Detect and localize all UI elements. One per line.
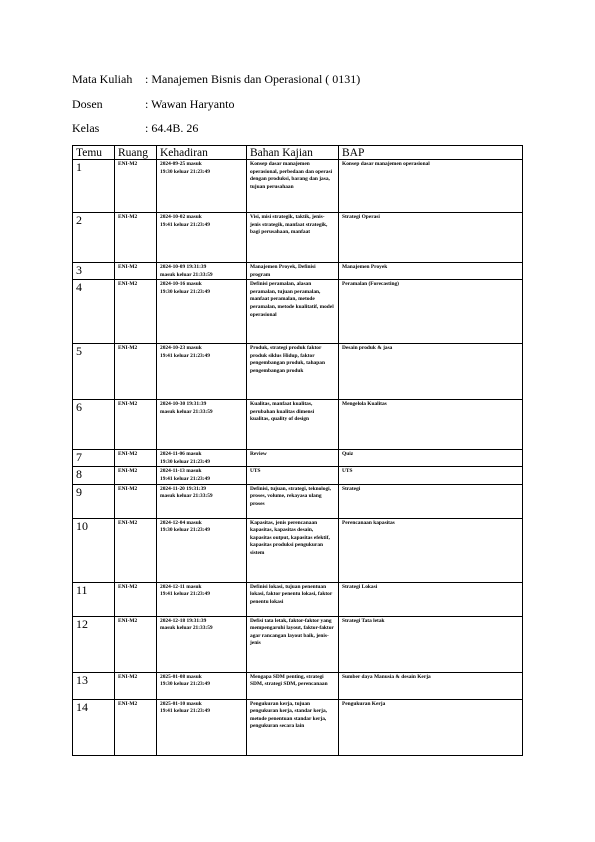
cell-ruang: ENI-M2 <box>115 672 157 699</box>
cell-bahan-kajian: Definisi peramalan, alasan peramalan, tujuan peramalan, manfaat peramalan, metode peramalan, metode kualitatif, model operasional <box>247 280 339 344</box>
cell-bap: Strategi <box>339 484 523 518</box>
table-row <box>73 672 523 699</box>
cell-kehadiran: 2024-10-09 19:31:39 masuk keluar 21:33:59 <box>157 263 247 280</box>
cell-temu: 1 <box>73 160 115 213</box>
cell-ruang: ENI-M2 <box>115 160 157 213</box>
table-row <box>73 582 523 616</box>
cell-bahan-kajian: Manajemen Proyek, Definisi program <box>247 263 339 280</box>
cell-kehadiran: 2024-11-20 19:31:39 masuk keluar 21:33:59 <box>157 484 247 518</box>
cell-bahan-kajian: Mengapa SDM penting, strategi SDM, strategi SDM, perencanaan <box>247 672 339 699</box>
table-row <box>73 699 523 755</box>
cell-temu: 12 <box>73 616 115 672</box>
cell-bahan-kajian: Kapasitas, jenis perencanaan kapasitas, kapasitas desain, kapasitas output, kapasitas efektif, kapasitas produksi pengukuran sistem <box>247 518 339 582</box>
cell-ruang: ENI-M2 <box>115 280 157 344</box>
cell-bap: Pengukuran Kerja <box>339 699 523 755</box>
cell-kehadiran: 2024-12-04 masuk 19:30 keluar 21:23:49 <box>157 518 247 582</box>
cell-kehadiran: 2024-10-02 masuk 19:41 keluar 21:23:49 <box>157 213 247 263</box>
cell-bahan-kajian: Visi, misi strategik, taktik, jenis-jenis strategik, manfaat strategik, bagi perusahaan, manfaat <box>247 213 339 263</box>
cell-kehadiran: 2024-11-13 masuk 19:41 keluar 21:23:49 <box>157 467 247 484</box>
cell-temu: 5 <box>73 344 115 400</box>
lecturer-value: : Wawan Haryanto <box>145 97 235 111</box>
table-row <box>73 344 523 400</box>
table-row <box>73 400 523 450</box>
cell-ruang: ENI-M2 <box>115 263 157 280</box>
cell-kehadiran: 2024-10-16 masuk 19:30 keluar 21:23:49 <box>157 280 247 344</box>
cell-bap: Sumber daya Manusia & desain Kerja <box>339 672 523 699</box>
lecturer-label: Dosen <box>72 97 103 111</box>
cell-ruang: ENI-M2 <box>115 400 157 450</box>
col-header-bap: BAP <box>339 146 523 160</box>
cell-kehadiran: 2024-09-25 masuk 19:30 keluar 21:23:49 <box>157 160 247 213</box>
cell-temu: 2 <box>73 213 115 263</box>
col-header-kehadiran: Kehadiran <box>157 146 247 160</box>
cell-temu: 9 <box>73 484 115 518</box>
course-name-label: Mata Kuliah <box>72 72 133 86</box>
cell-bahan-kajian: Kualitas, manfaat kualitas, perubahan kualitas dimensi kualitas, quality of design <box>247 400 339 450</box>
course-name-value: : Manajemen Bisnis dan Operasional ( 0131) <box>145 72 361 86</box>
cell-kehadiran: 2024-10-30 19:31:39 masuk keluar 21:33:59 <box>157 400 247 450</box>
table-row <box>73 160 523 213</box>
cell-ruang: ENI-M2 <box>115 450 157 467</box>
col-header-temu: Temu <box>73 146 115 160</box>
class-label: Kelas <box>72 121 100 135</box>
cell-ruang: ENI-M2 <box>115 467 157 484</box>
table-row <box>73 467 523 484</box>
cell-temu: 7 <box>73 450 115 467</box>
cell-kehadiran: 2025-01-08 masuk 19:30 keluar 21:23:49 <box>157 672 247 699</box>
cell-bahan-kajian: Pengukuran kerja, tujuan pengukuran kerja, standar kerja, metode penentuan standar kerja, pengukuran secara lain <box>247 699 339 755</box>
cell-bahan-kajian: Defisi tata letak, faktor-faktor yang mempengaruhi layout, faktor-faktor agar rancangan layout baik, jenis-jenis <box>247 616 339 672</box>
cell-temu: 3 <box>73 263 115 280</box>
table-row <box>73 484 523 518</box>
table-row <box>73 518 523 582</box>
cell-bahan-kajian: Produk, strategi produk faktor produk siklus Hidup, faktor pengembangan produk, tahapan pengembangan produk <box>247 344 339 400</box>
class-value: : 64.4B. 26 <box>145 121 199 135</box>
cell-ruang: ENI-M2 <box>115 699 157 755</box>
cell-temu: 10 <box>73 518 115 582</box>
cell-bap: Mengelola Kualitas <box>339 400 523 450</box>
table-row <box>73 213 523 263</box>
cell-bap: Strategi Tata letak <box>339 616 523 672</box>
attendance-table <box>72 145 523 756</box>
table-header-row <box>73 146 523 160</box>
table-row <box>73 616 523 672</box>
cell-bap: Peramalan (Forecasting) <box>339 280 523 344</box>
cell-temu: 13 <box>73 672 115 699</box>
table-row <box>73 450 523 467</box>
cell-kehadiran: 2025-01-10 masuk 19:41 keluar 21:23:49 <box>157 699 247 755</box>
cell-temu: 8 <box>73 467 115 484</box>
cell-temu: 14 <box>73 699 115 755</box>
cell-temu: 4 <box>73 280 115 344</box>
cell-bap: Strategi Operasi <box>339 213 523 263</box>
cell-bap: Strategi Lokasi <box>339 582 523 616</box>
cell-ruang: ENI-M2 <box>115 344 157 400</box>
cell-ruang: ENI-M2 <box>115 582 157 616</box>
cell-ruang: ENI-M2 <box>115 518 157 582</box>
cell-temu: 6 <box>73 400 115 450</box>
cell-kehadiran: 2024-11-06 masuk 19:30 keluar 21:23:49 <box>157 450 247 467</box>
cell-bap: Manajemen Proyek <box>339 263 523 280</box>
cell-temu: 11 <box>73 582 115 616</box>
table-row <box>73 263 523 280</box>
cell-kehadiran: 2024-12-11 masuk 19:41 keluar 21:23:49 <box>157 582 247 616</box>
cell-bap: Perencanaan kapasitas <box>339 518 523 582</box>
col-header-bahan-kajian: Bahan Kajian <box>247 146 339 160</box>
cell-bahan-kajian: Definisi, tujuan, strategi, teknologi, proses, volume, rekayasa ulang proses <box>247 484 339 518</box>
cell-ruang: ENI-M2 <box>115 484 157 518</box>
cell-bap: Quiz <box>339 450 523 467</box>
cell-ruang: ENI-M2 <box>115 616 157 672</box>
cell-bap: UTS <box>339 467 523 484</box>
col-header-ruang: Ruang <box>115 146 157 160</box>
table-row <box>73 280 523 344</box>
cell-bahan-kajian: UTS <box>247 467 339 484</box>
cell-bap: Desain produk & jasa <box>339 344 523 400</box>
cell-bap: Konsep dasar manajemen operasional <box>339 160 523 213</box>
cell-kehadiran: 2024-10-23 masuk 19:41 keluar 21:23:49 <box>157 344 247 400</box>
cell-bahan-kajian: Review <box>247 450 339 467</box>
cell-ruang: ENI-M2 <box>115 213 157 263</box>
cell-bahan-kajian: Definisi lokasi, tujuan penentuan lokasi, faktor penentu lokasi, faktor penentu lokasi <box>247 582 339 616</box>
cell-kehadiran: 2024-12-18 19:31:39 masuk keluar 21:33:59 <box>157 616 247 672</box>
cell-bahan-kajian: Konsep dasar manajemen operasional, perbedaan dan operasi dengan produksi, barang dan jasa, tujuan perusahaan <box>247 160 339 213</box>
